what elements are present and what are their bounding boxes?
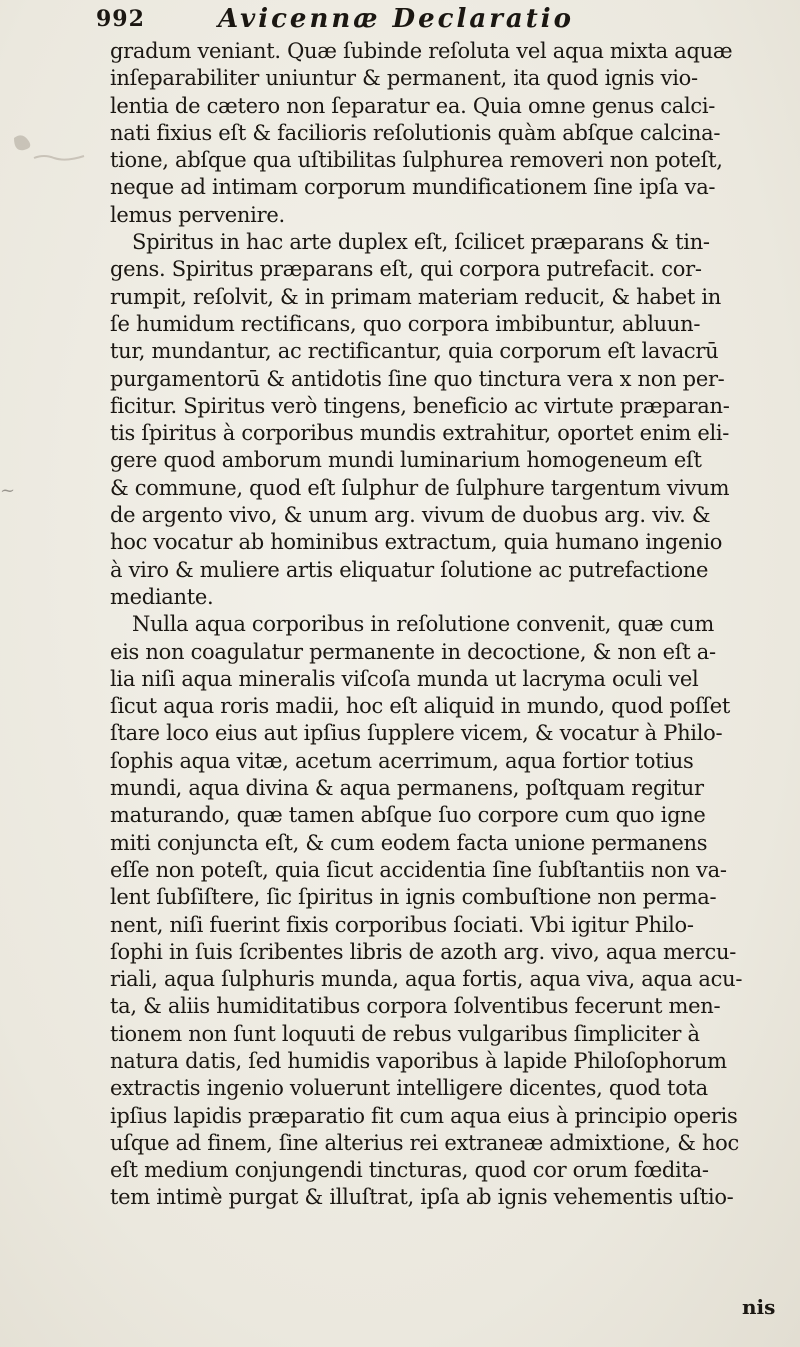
text-line: ſe humidum rectificans, quo corpora imbibuntur, abluun- [110, 311, 701, 336]
text-line: lemus pervenire. [110, 202, 285, 227]
text-line: Nulla aqua corporibus in reſolutione convenit, quæ cum [132, 612, 715, 637]
text-line: gens. Spiritus præparans eſt, qui corpora putrefacit. cor- [110, 257, 702, 282]
text-line: miti conjuncta eſt, & cum eodem facta unione permanens [110, 830, 708, 855]
text-line: ta, & aliis humiditatibus corpora ſolventibus fecerunt men- [110, 994, 721, 1019]
text-line: natura datis, ſed humidis vaporibus à lapide Philoſophorum [110, 1048, 727, 1073]
margin-mark: ~ [0, 480, 16, 501]
text-line: maturando, quæ tamen abſque ſuo corpore cum quo igne [110, 803, 706, 828]
body-text [110, 38, 778, 1212]
text-line: tem intimè purgat & illuſtrat, ipſa ab ignis vehementis uſtio- [110, 1185, 734, 1210]
text-line: ſtare loco eius aut ipſius ſupplere vicem, & vocatur à Philo- [110, 721, 723, 746]
text-line: gere quod amborum mundi luminarium homogeneum eſt [110, 448, 702, 473]
text-line: ſicut aqua roris madii, hoc eſt aliquid in mundo, quod poſſet [110, 694, 731, 719]
text-line: riali, aqua ſulphuris munda, aqua fortis, aqua viva, aqua acu- [110, 967, 743, 992]
text-line: gradum veniant. Quæ ſubinde reſoluta vel aqua mixta aquæ [110, 39, 733, 63]
text-line: extractis ingenio voluerunt intelligere dicentes, quod tota [110, 1076, 708, 1101]
catchword: nis [742, 1295, 776, 1319]
text-line: & commune, quod eſt ſulphur de ſulphure targentum vivum [110, 475, 730, 500]
text-line: hoc vocatur ab hominibus extractum, quia humano ingenio [110, 530, 723, 555]
text-line: Spiritus in hac arte duplex eſt, ſcilicet præparans & tin- [132, 230, 710, 255]
text-line: ipſius lapidis præparatio fit cum aqua eius à principio operis [110, 1103, 738, 1128]
text-line: rumpit, reſolvit, & in primam materiam reducit, & habet in [110, 284, 722, 309]
page-header [96, 4, 776, 34]
text-line: eſt medium conjungendi tincturas, quod cor orum fœdita- [110, 1158, 709, 1183]
text-line: lentia de cætero non ſeparatur ea. Quia omne genus calci- [110, 93, 716, 118]
text-line: lent ſubſiſtere, ſic ſpiritus in ignis combuſtione non perma- [110, 885, 717, 910]
text-line: ficitur. Spiritus verò tingens, beneficio ac virtute præparan- [110, 393, 730, 418]
text-line: neque ad intimam corporum mundificationem ſine ipſa va- [110, 175, 716, 200]
text-line: tione, abſque qua uſtibilitas ſulphurea removeri non poteſt, [110, 148, 723, 173]
text-line: eſſe non poteſt, quia ſicut accidentia ſine ſubſtantiis non va- [110, 857, 727, 882]
text-line: nati fixius eſt & facilioris reſolutionis quàm abſque calcina- [110, 120, 721, 145]
text-line: tionem non ſunt loquuti de rebus vulgaribus ſimpliciter à [110, 1021, 700, 1046]
text-line: mundi, aqua divina & aqua permanens, poſtquam regitur [110, 776, 704, 801]
text-line: lia niſi aqua mineralis viſcoſa munda ut lacryma oculi vel [110, 666, 699, 691]
ink-stain [4, 118, 94, 178]
text-line: tur, mundantur, ac rectificantur, quia corporum eſt lavacrū [110, 339, 719, 364]
text-line: uſque ad finem, ſine alterius rei extraneæ admixtione, & hoc [110, 1130, 739, 1155]
text-line: à viro & muliere artis eliquatur ſolutione ac putrefactione [110, 557, 709, 582]
text-line: tis ſpiritus à corporibus mundis extrahitur, oportet enim eli- [110, 421, 730, 446]
text-line: de argento vivo, & unum arg. vivum de duobus arg. viv. & [110, 503, 711, 528]
text-line: eis non coagulatur permanente in decoctione, & non eſt a- [110, 639, 716, 664]
page-number: 992 [96, 6, 145, 32]
text-line: nent, niſi fuerint fixis corporibus ſociati. Vbi igitur Philo- [110, 912, 694, 937]
running-title: Avicennæ Declaratio [218, 4, 574, 34]
text-line: purgamentorū & antidotis ſine quo tinctura vera x non per- [110, 366, 725, 391]
text-line: mediante. [110, 584, 214, 609]
text-line: ſophi in ſuis ſcribentes libris de azoth arg. vivo, aqua mercu- [110, 939, 736, 964]
text-line: inſeparabiliter uniuntur & permanent, ita quod ignis vio- [110, 66, 698, 91]
text-line: ſophis aqua vitæ, acetum acerrimum, aqua fortior totius [110, 748, 694, 773]
